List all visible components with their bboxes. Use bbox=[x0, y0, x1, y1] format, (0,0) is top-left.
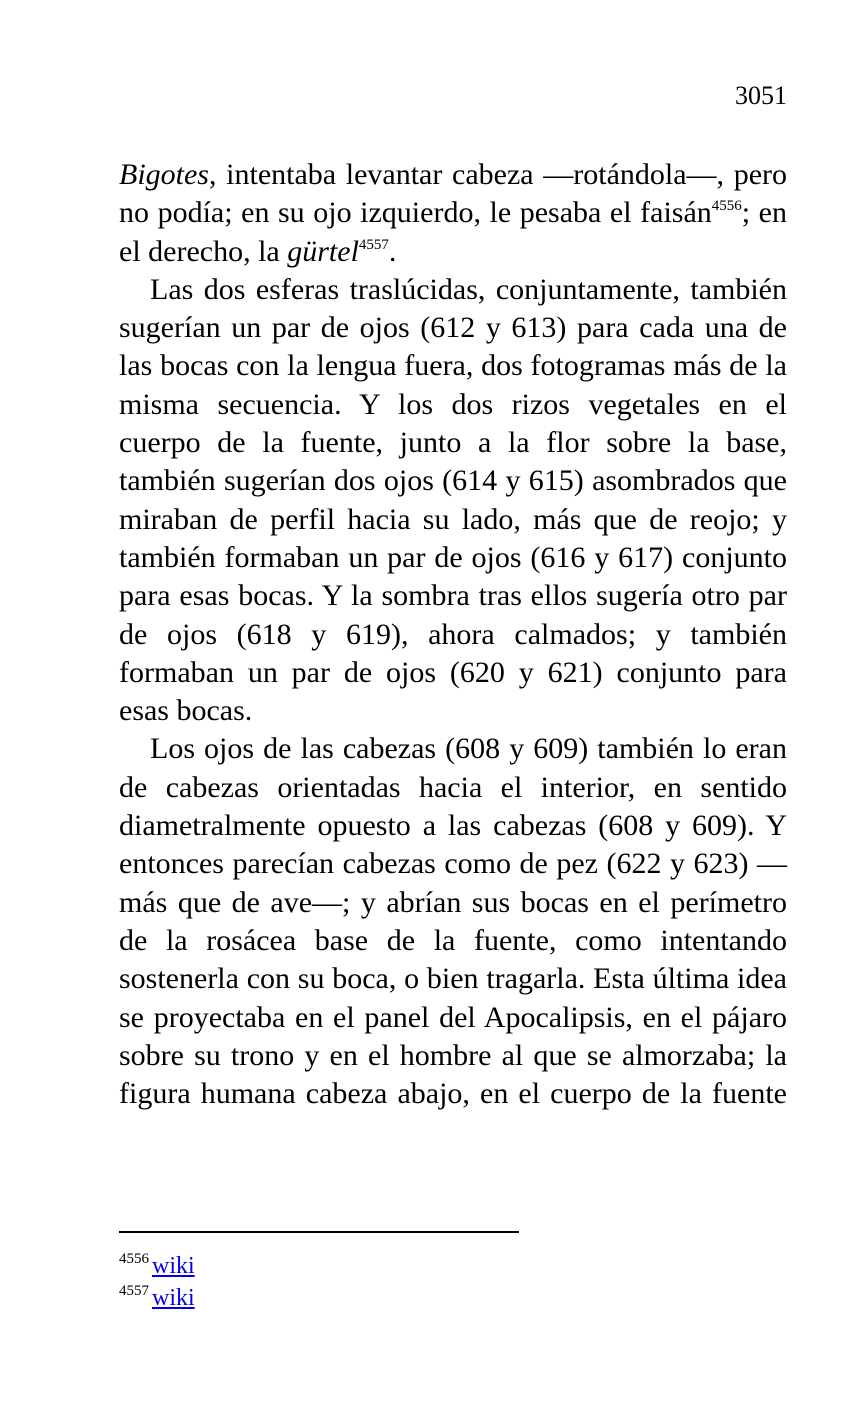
footnote-number: 4556 bbox=[119, 1251, 149, 1267]
footnote-reference: 4556 bbox=[711, 198, 742, 215]
italic-text: Bigotes bbox=[119, 158, 209, 191]
footnote-reference: 4557 bbox=[358, 236, 389, 253]
text-run: ; en el derecho, la bbox=[119, 196, 788, 268]
footnote-wiki-link[interactable]: wiki bbox=[152, 1285, 195, 1311]
footnote-number: 4557 bbox=[119, 1283, 149, 1299]
paragraph bbox=[119, 271, 787, 731]
footnote-wiki-link[interactable]: wiki bbox=[152, 1253, 195, 1279]
paragraph bbox=[119, 730, 787, 1113]
paragraph bbox=[119, 156, 787, 271]
body-text bbox=[119, 156, 787, 1113]
footnotes bbox=[119, 1250, 195, 1314]
text-run: . bbox=[388, 234, 397, 268]
footnote bbox=[119, 1250, 195, 1282]
text-run: Los ojos de las cabezas (608 y 609) también lo eran de cabezas orientadas hacia el interior, en sentido diametralmente opuesto a las cabezas (608 y 609). Y entonces parecían cabezas como de pez (622 y 623) —más que de ave—; y abrían sus bocas en el perímetro de la rosácea base de la fuente, como intentando sostenerla con su boca, o bien tragarla. Esta última idea se proyectaba en el panel del Apocalipsis, en el pájaro sobre su trono y en el hombre al que se almorzaba; la figura humana cabeza abajo, en el cuerpo de la fuente bbox=[119, 732, 787, 1111]
footnote bbox=[119, 1282, 195, 1314]
text-run: Las dos esferas traslúcidas, conjuntamente, también sugerían un par de ojos (612 y 613) para cada una de las bocas con la lengua fuera, dos fotogramas más de la misma secuencia. Y los dos rizos vegetales en el cuerpo de la fuente, junto a la flor sobre la base, también sugerían dos ojos (614 y 615) asombrados que miraban de perfil hacia su lado, más que de reojo; y también formaban un par de ojos (616 y 617) conjunto para esas bocas. Y la sombra tras ellos sugería otro par de ojos (618 y 619), ahora calmados; y también formaban un par de ojos (620 y 621) conjunto para esas bocas. bbox=[119, 272, 787, 728]
text-run: , intentaba levantar cabeza —rotándola—, pero no podía; en su ojo izquierdo, le pesaba el faisán bbox=[119, 158, 787, 230]
page-number: 3051 bbox=[735, 81, 787, 110]
italic-text: gürtel bbox=[287, 234, 359, 268]
footnote-divider bbox=[119, 1231, 519, 1233]
